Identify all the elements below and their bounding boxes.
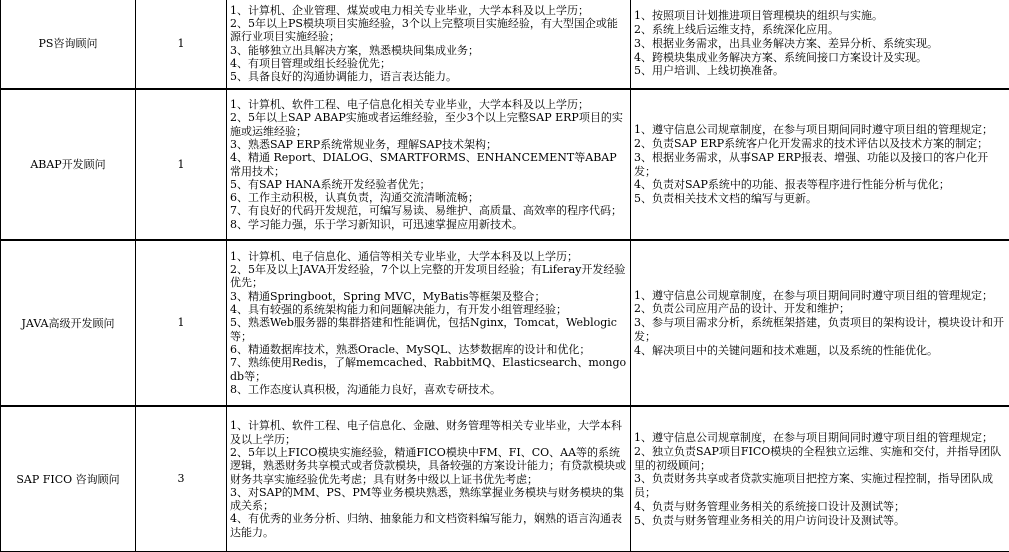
requirement-item: 7、有良好的代码开发规范，可编写易读、易维护、高质量、高效率的程序代码； <box>230 204 627 217</box>
duty-item: 2、系统上线后运维支持，系统深化应用。 <box>634 23 1006 37</box>
job-title-cell <box>1 89 136 240</box>
headcount: 3 <box>178 472 185 485</box>
headcount: 1 <box>178 37 185 50</box>
table-row <box>1 406 1009 552</box>
duty-item: 3、负责财务共享或者贷款实施项目把控方案、实施过程控制，指导团队成员； <box>634 472 1006 500</box>
requirement-item: 4、精通 Report、DIALOG、SMARTFORMS、ENHANCEMENT等ABAP常用技术； <box>230 151 627 178</box>
job-title-cell <box>1 406 136 552</box>
duty-item: 2、独立负责SAP项目FICO模块的全程独立运维、实施和交付，并指导团队里的初级顾问； <box>634 445 1006 473</box>
duty-item: 5、负责与财务管理业务相关的用户访问设计及测试等。 <box>634 514 1006 528</box>
requirement-item: 4、有优秀的业务分析、归纳、抽象能力和文档资料编写能力，娴熟的语言沟通表达能力。 <box>230 512 627 539</box>
requirement-item: 5、具备良好的沟通协调能力，语言表达能力。 <box>230 70 627 83</box>
requirements-cell <box>227 406 631 552</box>
requirement-item: 1、计算机、电子信息化、通信等相关专业毕业，大学本科及以上学历； <box>230 250 627 263</box>
requirement-item: 6、工作主动积极，认真负责，沟通交流清晰流畅； <box>230 191 627 204</box>
job-title: JAVA高级开发顾问 <box>22 317 115 330</box>
duties-cell <box>631 240 1009 406</box>
requirements-cell <box>227 0 631 89</box>
headcount-cell <box>136 406 227 552</box>
requirement-item: 3、熟悉SAP ERP系统常规业务，理解SAP技术架构； <box>230 138 627 151</box>
duty-item: 2、负责公司应用产品的设计、开发和维护； <box>634 302 1006 316</box>
headcount-cell <box>136 0 227 89</box>
duty-item: 3、参与项目需求分析，系统框架搭建，负责项目的架构设计，模块设计和开发； <box>634 316 1006 344</box>
duty-item: 3、根据业务需求，出具业务解决方案、差异分析、系统实现。 <box>634 37 1006 51</box>
requirement-item: 1、计算机、软件工程、电子信息化相关专业毕业，大学本科及以上学历； <box>230 98 627 111</box>
requirement-item: 1、计算机、企业管理、煤炭或电力相关专业毕业，大学本科及以上学历； <box>230 4 627 17</box>
table-body <box>1 0 1009 552</box>
requirement-item: 8、学习能力强，乐于学习新知识，可迅速掌握应用新技术。 <box>230 218 627 231</box>
requirement-item: 2、5年及以上JAVA开发经验，7个以上完整的开发项目经验；有Liferay开发经验优先； <box>230 263 627 290</box>
table-row <box>1 0 1009 89</box>
requirement-item: 3、精通Springboot，Spring MVC，MyBatis等框架及整合； <box>230 290 627 303</box>
job-title: PS咨询顾问 <box>39 37 98 50</box>
duty-item: 4、跨模块集成业务解决方案、系统间接口方案设计及实现。 <box>634 51 1006 65</box>
requirement-item: 5、熟悉Web服务器的集群搭建和性能调优，包括Nginx，Tomcat，Weblogic等； <box>230 316 627 343</box>
duty-item: 2、负责SAP ERP系统客户化开发需求的技术评估以及技术方案的制定； <box>634 137 1006 151</box>
duty-item: 4、解决项目中的关键问题和技术难题，以及系统的性能优化。 <box>634 344 1006 358</box>
duty-item: 1、遵守信息公司规章制度，在参与项目期间同时遵守项目组的管理规定； <box>634 289 1006 303</box>
duty-item: 1、遵守信息公司规章制度，在参与项目期间同时遵守项目组的管理规定； <box>634 431 1006 445</box>
table-row <box>1 89 1009 240</box>
requirement-item: 2、5年以上SAP ABAP实施或者运维经验，至少3个以上完整SAP ERP项目的实施或运维经验； <box>230 111 627 138</box>
duties-cell <box>631 0 1009 89</box>
job-title: SAP FICO 咨询顾问 <box>16 473 119 486</box>
duties-cell <box>631 406 1009 552</box>
duty-item: 1、按照项目计划推进项目管理模块的组织与实施。 <box>634 9 1006 23</box>
duty-item: 3、根据业务需求，从事SAP ERP报表、增强、功能以及接口的客户化开发； <box>634 151 1006 179</box>
headcount-cell <box>136 89 227 240</box>
duty-item: 4、负责对SAP系统中的功能、报表等程序进行性能分析与优化； <box>634 178 1006 192</box>
requirements-cell <box>227 89 631 240</box>
requirement-item: 6、精通数据库技术，熟悉Oracle、MySQL、达梦数据库的设计和优化； <box>230 343 627 356</box>
duty-item: 5、负责相关技术文档的编写与更新。 <box>634 192 1006 206</box>
requirement-item: 4、有项目管理或组长经验优先； <box>230 57 627 70</box>
job-title: ABAP开发顾问 <box>30 158 105 171</box>
requirement-item: 5、有SAP HANA系统开发经验者优先； <box>230 178 627 191</box>
requirement-item: 2、5年以上PS模块项目实施经验，3个以上完整项目实施经验，有大型国企或能源行业项目实施经验； <box>230 17 627 44</box>
requirement-item: 2、5年以上FICO模块实施经验，精通FICO模块中FM、FI、CO、AA等的系统逻辑，熟悉财务共享模式或者贷款模块，具备较强的方案设计能力；有贷款模块或财务共享实施经验优先考虑；具有财务中级以上证书优先考虑； <box>230 446 627 486</box>
requirement-item: 3、对SAP的MM、PS、PM等业务模块熟悉，熟练掌握业务模块与财务模块的集成关系； <box>230 486 627 513</box>
table-row <box>1 240 1009 406</box>
duty-item: 4、负责与财务管理业务相关的系统接口设计及测试等； <box>634 500 1006 514</box>
requirements-cell <box>227 240 631 406</box>
duty-item: 5、用户培训、上线切换准备。 <box>634 64 1006 78</box>
headcount: 1 <box>178 158 185 171</box>
duties-cell <box>631 89 1009 240</box>
requirement-item: 8、工作态度认真积极，沟通能力良好，喜欢专研技术。 <box>230 383 627 396</box>
duty-item: 1、遵守信息公司规章制度，在参与项目期间同时遵守项目组的管理规定； <box>634 123 1006 137</box>
headcount: 1 <box>178 316 185 329</box>
requirement-item: 7、熟练使用Redis，了解memcached、RabbitMQ、Elasticsearch、mongodb等； <box>230 356 627 383</box>
requirement-item: 1、计算机、软件工程、电子信息化、金融、财务管理等相关专业毕业，大学本科及以上学历； <box>230 419 627 446</box>
requirement-item: 3、能够独立出具解决方案，熟悉模块间集成业务； <box>230 44 627 57</box>
headcount-cell <box>136 240 227 406</box>
requirement-item: 4、具有较强的系统架构能力和问题解决能力，有开发小组管理经验； <box>230 303 627 316</box>
job-title-cell <box>1 0 136 89</box>
job-title-cell <box>1 240 136 406</box>
